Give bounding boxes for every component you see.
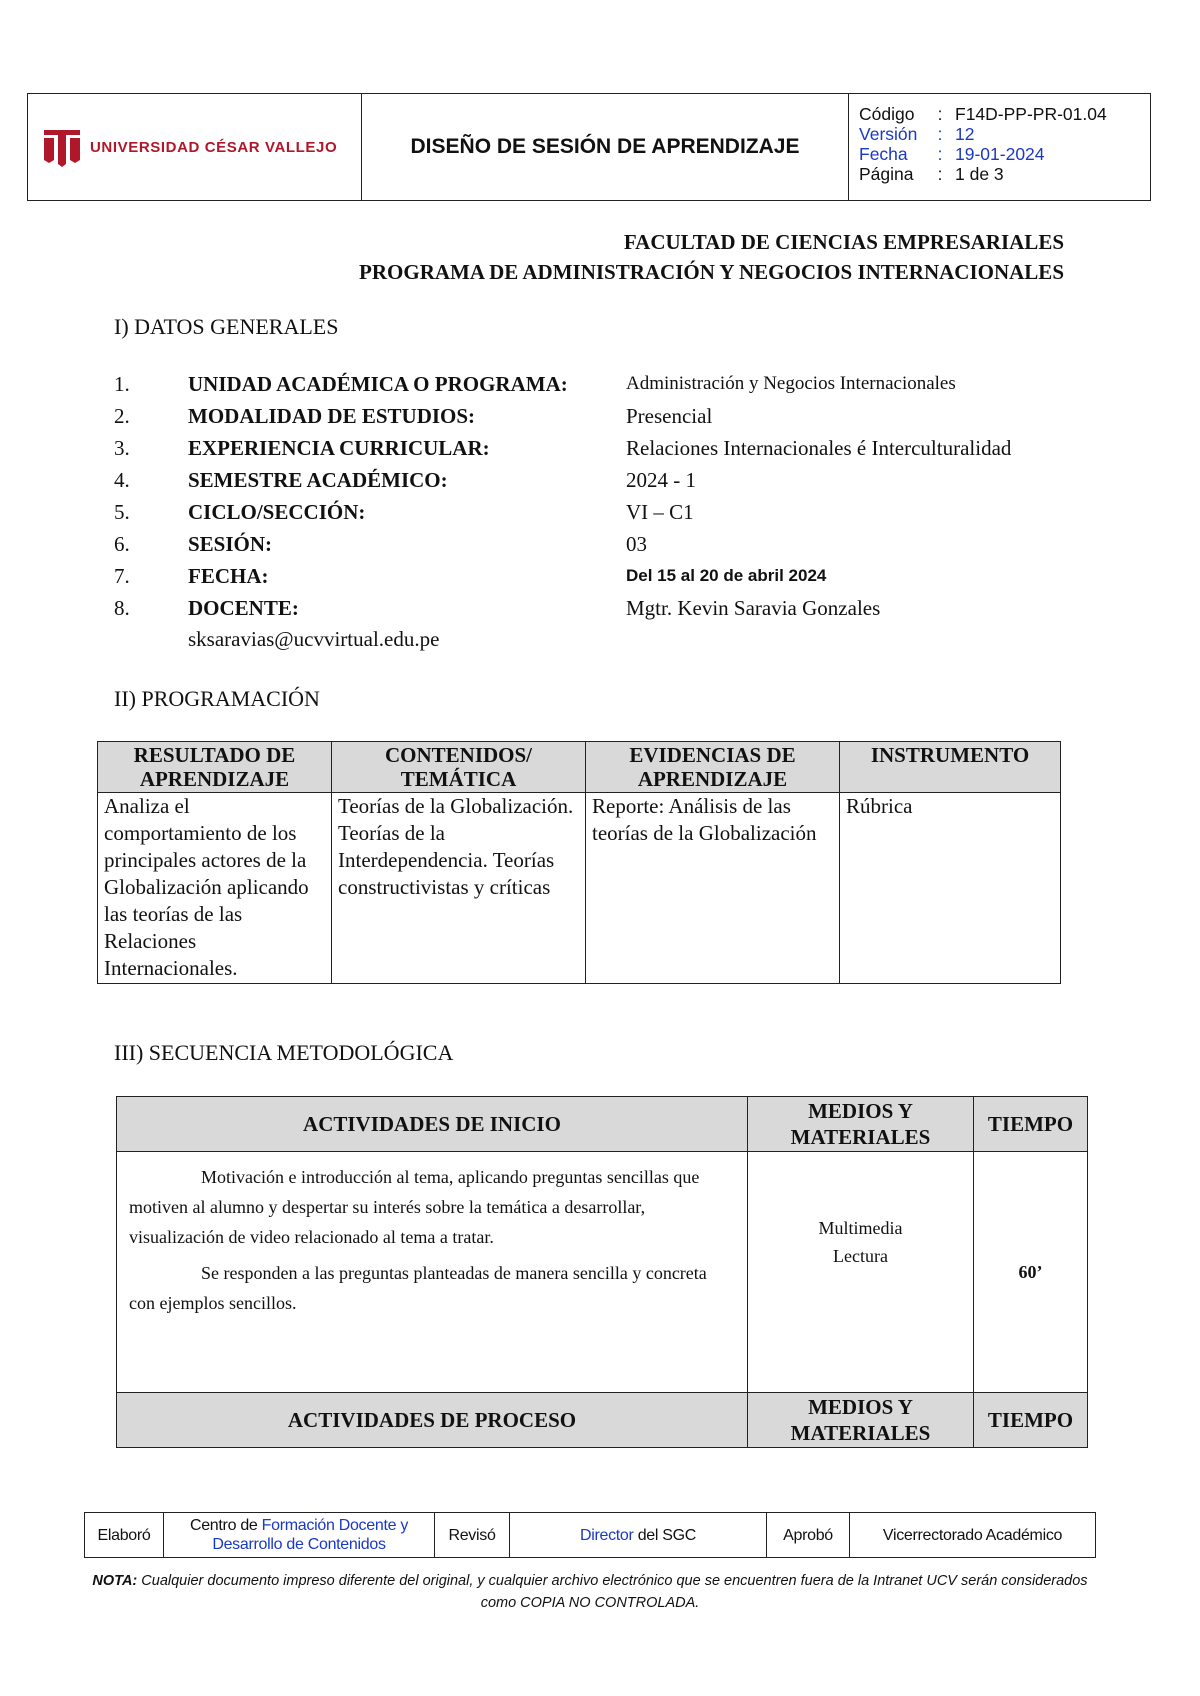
faculty-title: FACULTAD DE CIENCIAS EMPRESARIALES [623,230,1064,254]
methodology-table [116,1096,1088,1448]
elaboro-label: Elaboró [85,1513,164,1558]
col-header-media: MEDIOS Y MATERIALES [748,1097,974,1152]
general-item: 3. EXPERIENCIA CURRICULAR: Relaciones Internacionales é Interculturalidad [114,435,1012,460]
programming-table [97,741,1061,984]
general-item: 6. SESIÓN: 03 [114,531,647,556]
note-label: NOTA: [92,1573,138,1589]
general-item: 2. MODALIDAD DE ESTUDIOS: Presencial [114,403,713,428]
aprobo-value: Vicerrectorado Académico [850,1513,1096,1558]
document-title: DISEÑO DE SESIÓN DE APRENDIZAJE [362,94,849,200]
cell-start-description [117,1152,748,1393]
cell-learning-result: Analiza el comportamiento de los principales actores de la Globalización aplicando las teorías de las Relaciones Internacionales. [98,793,332,984]
cell-evidence: Reporte: Análisis de las teorías de la Globalización [586,793,840,984]
aprobo-label: Aprobó [767,1513,850,1558]
col-header-instrument: INSTRUMENTO [840,742,1061,793]
general-item: 1. UNIDAD ACADÉMICA O PROGRAMA: Administración y Negocios Internacionales [114,371,956,396]
col-header-media: MEDIOS Y MATERIALES [748,1393,974,1448]
col-header-evidence: EVIDENCIAS DE APRENDIZAJE [586,742,840,793]
cell-instrument: Rúbrica [840,793,1061,984]
general-item: 7. FECHA: Del 15 al 20 de abril 2024 [114,563,827,588]
logo-cell [28,94,362,200]
note-text: Cualquier documento impreso diferente del original, y cualquier archivo electrónico que se encuentren fuera de la Intranet UCV serán considerados como COPIA NO CONTROLADA. [137,1573,1088,1611]
col-header-contents: CONTENIDOS/ TEMÁTICA [332,742,586,793]
section-heading-programming: II) PROGRAMACIÓN [114,686,320,711]
cell-time: 60’ [974,1152,1088,1393]
table-header-row [117,1097,1088,1152]
meta-code: Código : F14D-PP-PR-01.04 [859,104,1107,124]
table-header-row [117,1393,1088,1448]
general-item: 4. SEMESTRE ACADÉMICO: 2024 - 1 [114,467,696,492]
table-row [117,1152,1088,1393]
approval-footer [84,1512,1096,1558]
section-heading-sequence: III) SECUENCIA METODOLÓGICA [114,1040,454,1065]
university-logo [42,127,337,167]
meta-date: Fecha : 19-01-2024 [859,144,1045,164]
col-header-process-activities: ACTIVIDADES DE PROCESO [117,1393,748,1448]
footer-note [84,1570,1096,1614]
logo-text: UNIVERSIDAD CÉSAR VALLEJO [90,138,338,156]
media-item: Lectura [833,1246,888,1266]
reviso-value: Director del SGC [510,1513,767,1558]
start-paragraph-2: Se responden a las preguntas planteadas de manera sencilla y concreta con ejemplos sencillos. [129,1263,707,1313]
col-header-learning-result: RESULTADO DE APRENDIZAJE [98,742,332,793]
media-item: Multimedia [818,1218,903,1238]
ucv-shield-icon [42,127,82,167]
program-title: PROGRAMA DE ADMINISTRACIÓN Y NEGOCIOS INTERNACIONALES [359,260,1064,284]
col-header-start-activities: ACTIVIDADES DE INICIO [117,1097,748,1152]
meta-version: Versión : 12 [859,124,975,144]
reviso-label: Revisó [435,1513,510,1558]
table-row [85,1513,1096,1558]
section-heading-general: I) DATOS GENERALES [114,314,339,339]
meta-page: Página : 1 de 3 [859,164,1004,184]
document-header [27,93,1151,201]
table-row [98,793,1061,984]
start-paragraph-1: Motivación e introducción al tema, aplicando preguntas sencillas que motiven al alumno y despertar su interés sobre la temática a desarrollar, visualización de video relacionado al tema a tratar. [129,1167,700,1247]
col-header-time: TIEMPO [974,1097,1088,1152]
cell-contents: Teorías de la Globalización. Teorías de la Interdependencia. Teorías constructivistas y críticas [332,793,586,984]
general-data-list [114,368,1114,654]
elaboro-value: Centro de Formación Docente y Desarrollo de Contenidos [164,1513,435,1558]
document-meta [849,94,1150,200]
teacher-email[interactable]: sksaravias@ucvvirtual.edu.pe [188,626,440,651]
table-header-row [98,742,1061,793]
col-header-time: TIEMPO [974,1393,1088,1448]
cell-media [748,1152,974,1393]
general-item: 8. DOCENTE: Mgtr. Kevin Saravia Gonzales [114,595,881,620]
general-item: 5. CICLO/SECCIÓN: VI – C1 [114,499,694,524]
